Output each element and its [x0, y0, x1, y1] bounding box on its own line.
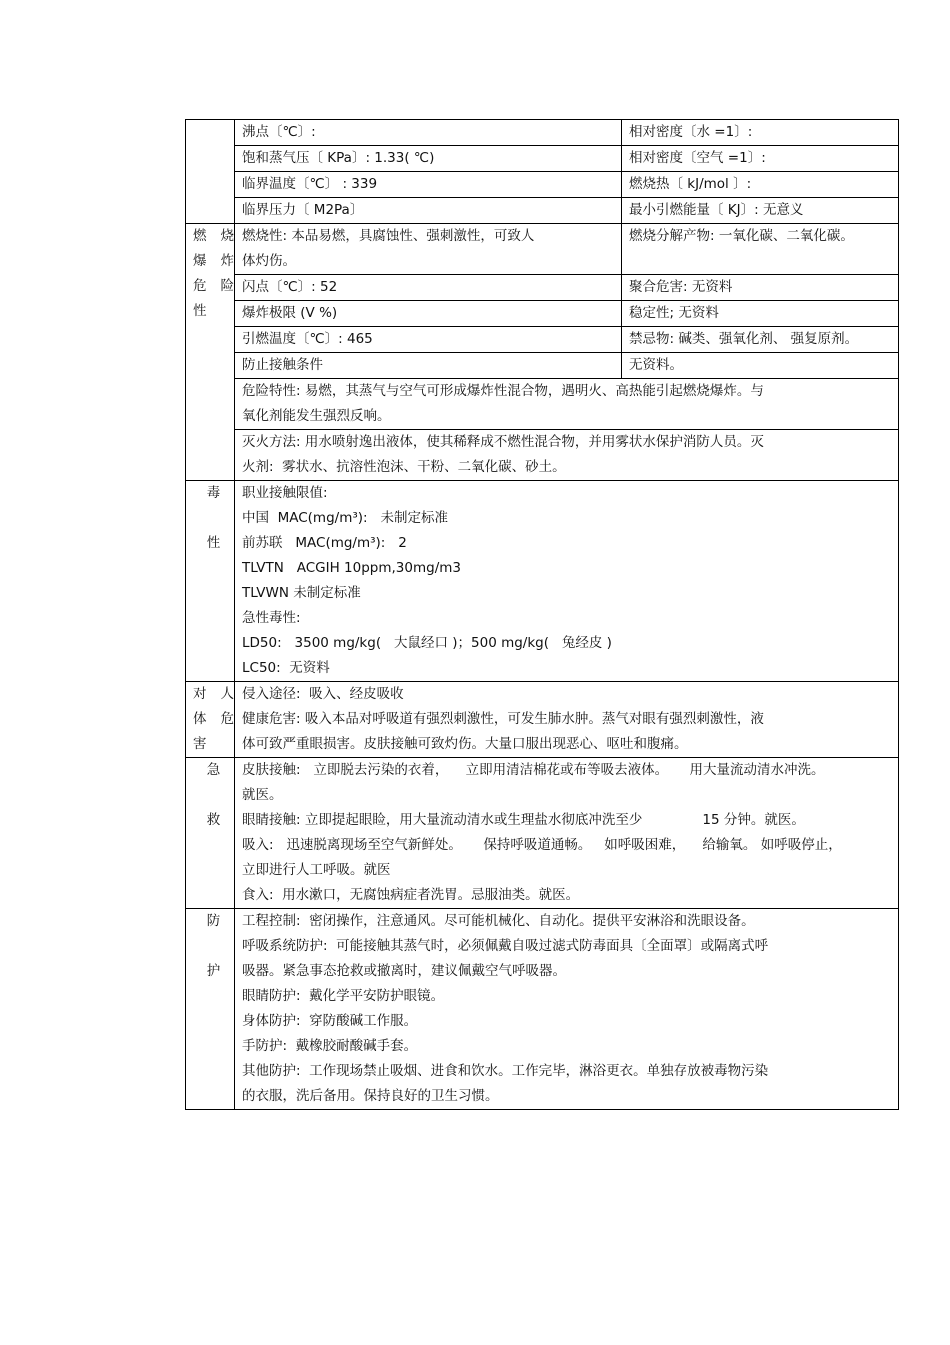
toxicity-content	[235, 481, 899, 682]
relative-density-water: 相对密度〔水 =1〕:	[622, 120, 899, 146]
toxicity-line: LC50: 无资料	[242, 660, 330, 676]
protection-section-label	[186, 909, 235, 1110]
health-section-label	[186, 682, 235, 758]
first-aid-line: 立即进行人工呼吸。就医	[242, 862, 391, 878]
props-row	[186, 146, 899, 172]
protection-row	[186, 909, 899, 1110]
toxicity-line: 前苏联 MAC(mg/m³): 2	[242, 535, 407, 551]
first-aid-line: 食入: 用水漱口，无腐蚀病症者洗胃。忌服油类。就医。	[242, 887, 580, 903]
toxicity-section-text: 毒 性	[206, 485, 221, 551]
toxicity-row	[186, 481, 899, 682]
toxicity-line: 急性毒性:	[242, 610, 301, 626]
toxicity-line: 职业接触限值:	[242, 485, 328, 501]
fire-section-label	[186, 224, 235, 481]
min-ignition-energy: 最小引燃能量〔 KJ〕: 无意义	[622, 198, 899, 224]
avoid-conditions-value: 无资料。	[622, 353, 899, 379]
heat-of-combustion: 燃烧热〔 kJ/mol 〕:	[622, 172, 899, 198]
first-aid-content	[235, 758, 899, 909]
ignition-temperature: 引燃温度〔℃〕: 465	[235, 327, 622, 353]
toxicity-line: 中国 MAC(mg/m³): 未制定标准	[242, 510, 448, 526]
protection-line: 身体防护: 穿防酸碱工作服。	[242, 1013, 418, 1029]
first-aid-section-label	[186, 758, 235, 909]
fire-row	[186, 224, 899, 275]
first-aid-line: 吸入: 迅速脱离现场至空气新鲜处。 保持呼吸道通畅。 如呼吸困难， 给输氧。 如呼吸停止，	[242, 837, 842, 853]
props-section-cell	[186, 120, 235, 224]
hazard-characteristics	[235, 379, 899, 430]
avoid-conditions: 防止接触条件	[235, 353, 622, 379]
relative-density-air: 相对密度〔空气 =1〕:	[622, 146, 899, 172]
health-content	[235, 682, 899, 758]
protection-line: 手防护: 戴橡胶耐酸碱手套。	[242, 1038, 418, 1054]
health-row	[186, 682, 899, 758]
fire-row	[186, 327, 899, 353]
protection-content	[235, 909, 899, 1110]
toxicity-section-label	[186, 481, 235, 682]
stability: 稳定性; 无资料	[622, 301, 899, 327]
props-row	[186, 172, 899, 198]
health-line: 体可致严重眼损害。皮肤接触可致灼伤。大量口服出现恶心、呕吐和腹痛。	[242, 736, 688, 752]
msds-table	[185, 119, 899, 1110]
extinguish-line: 火剂: 雾状水、抗溶性泡沫、干粉、二氧化碳、砂土。	[242, 459, 566, 475]
first-aid-line: 皮肤接触: 立即脱去污染的衣着， 立即用清洁棉花或布等吸去液体。 用大量流动清水冲洗。	[242, 762, 825, 778]
combustibility-line: 体灼伤。	[242, 253, 296, 269]
first-aid-line: 眼睛接触: 立即提起眼睑，用大量流动清水或生理盐水彻底冲洗至少 15 分钟。就医。	[242, 812, 805, 828]
protection-line: 眼睛防护: 戴化学平安防护眼镜。	[242, 988, 445, 1004]
polymerization-hazard: 聚合危害: 无资料	[622, 275, 899, 301]
fire-section-text: 燃 烧 爆 炸 危 险 性	[193, 228, 234, 319]
toxicity-line: TLVTN ACGIH 10ppm,30mg/m3	[242, 560, 461, 576]
fire-row	[186, 275, 899, 301]
fire-row	[186, 430, 899, 481]
fire-row	[186, 379, 899, 430]
protection-line: 吸器。紧急事态抢救或撤离时，建议佩戴空气呼吸器。	[242, 963, 566, 979]
first-aid-row	[186, 758, 899, 909]
critical-temperature: 临界温度〔℃〕 : 339	[235, 172, 622, 198]
extinguishing-method	[235, 430, 899, 481]
fire-row	[186, 301, 899, 327]
vapor-pressure: 饱和蒸气压〔 KPa〕: 1.33( ℃)	[235, 146, 622, 172]
protection-line: 的衣服，洗后备用。保持良好的卫生习惯。	[242, 1088, 499, 1104]
combustibility-line: 燃烧性: 本品易燃，具腐蚀性、强刺激性，可致人	[242, 228, 535, 244]
hazard-line: 氧化剂能发生强烈反响。	[242, 408, 391, 424]
first-aid-section-text: 急 救	[206, 762, 221, 828]
hazard-line: 危险特性: 易燃，其蒸气与空气可形成爆炸性混合物，遇明火、高热能引起燃烧爆炸。与	[242, 383, 764, 399]
props-row	[186, 198, 899, 224]
health-line: 健康危害: 吸入本品对呼吸道有强烈刺激性，可发生肺水肿。蒸气对眼有强烈刺激性，液	[242, 711, 764, 727]
flash-point: 闪点〔℃〕: 52	[235, 275, 622, 301]
health-line: 侵入途径: 吸入、经皮吸收	[242, 686, 404, 702]
extinguish-line: 灭火方法: 用水喷射逸出液体，使其稀释成不燃性混合物，并用雾状水保护消防人员。灭	[242, 434, 764, 450]
health-section-text: 对 人 体 危 害	[193, 686, 234, 752]
first-aid-line: 就医。	[242, 787, 283, 803]
protection-section-text: 防 护	[206, 913, 221, 979]
toxicity-line: TLVWN 未制定标准	[242, 585, 361, 601]
explosion-limit: 爆炸极限 (V %)	[235, 301, 622, 327]
protection-line: 其他防护: 工作现场禁止吸烟、进食和饮水。工作完毕，淋浴更衣。单独存放被毒物污染	[242, 1063, 769, 1079]
protection-line: 工程控制: 密闭操作，注意通风。尽可能机械化、自动化。提供平安淋浴和洗眼设备。	[242, 913, 755, 929]
toxicity-line: LD50: 3500 mg/kg( 大鼠经口 )；500 mg/kg( 兔经皮 )	[242, 635, 612, 651]
boiling-point: 沸点〔℃〕:	[235, 120, 622, 146]
combustibility-cell	[235, 224, 622, 275]
decomposition-products: 燃烧分解产物: 一氧化碳、二氧化碳。	[622, 224, 899, 275]
incompatible-materials: 禁忌物: 碱类、强氧化剂、 强复原剂。	[622, 327, 899, 353]
critical-pressure: 临界压力〔 M2Pa〕	[235, 198, 622, 224]
fire-row	[186, 353, 899, 379]
protection-line: 呼吸系统防护: 可能接触其蒸气时，必须佩戴自吸过滤式防毒面具〔全面罩〕或隔离式呼	[242, 938, 769, 954]
props-row	[186, 120, 899, 146]
